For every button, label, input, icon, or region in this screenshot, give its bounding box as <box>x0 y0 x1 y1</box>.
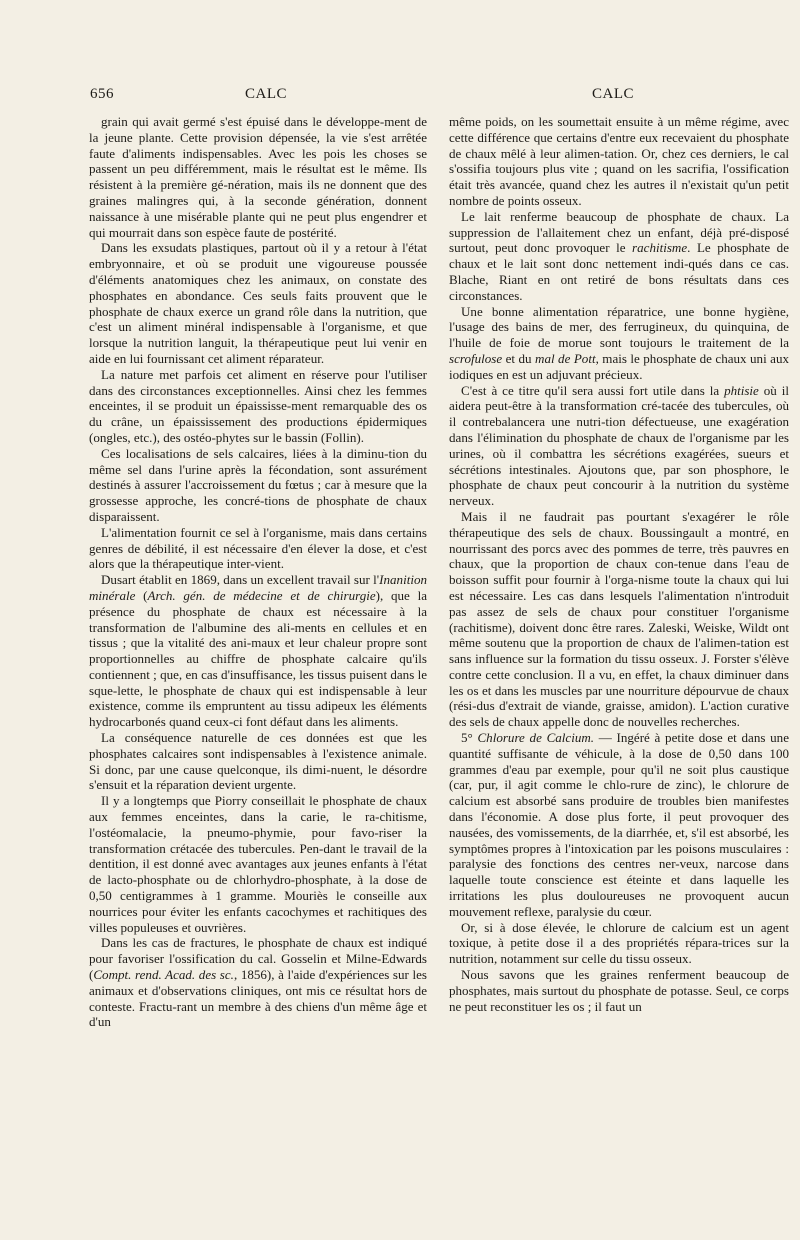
text-run: ), que la présence du phosphate de chaux est nécessaire à la transformation de l'albumine des ali-ments en cellules et en tissus ; que la vitalité des ani-maux et leur chaleur propre sont proportionnelles au chiffre de phosphate calcaire qu'ils contiennent ; que, en cas d'insuffisance, les tissus puisent dans le sque-lette, le phosphate de chaux qui est indispensable à leur existence, comme ils empruntent au tissu adipeux les éléments hydrocarbonés quand ceux-ci font défaut dans les aliments. <box>89 587 428 730</box>
paragraph <box>449 967 789 1014</box>
paragraph <box>89 572 427 730</box>
text-run: , 1856), à l'aide d'expériences sur les animaux et d'observations cliniques, ont mis ce résultat hors de conteste. Fractu-rant un membre à des chiens d'un même âge et d'un <box>89 967 427 1030</box>
paragraph <box>449 920 789 967</box>
italic-text: phtisie <box>724 382 759 398</box>
text-run: 5° <box>461 730 478 746</box>
paragraph <box>449 114 789 209</box>
paragraph <box>449 509 789 730</box>
paragraph <box>449 730 789 920</box>
italic-text: Compt. rend. Acad. des sc. <box>93 967 234 983</box>
paragraph <box>89 240 427 366</box>
text-run: Le lait renferme beaucoup de phosphate de chaux. La suppression de l'allaitement chez un enfant, déjà pré-disposé surtout, peut donc provoquer le <box>449 208 789 256</box>
italic-text: Arch. gén. de médecine et de chirurgie <box>147 587 376 603</box>
italic-text: scrofulose <box>449 350 503 366</box>
paragraph <box>89 730 427 793</box>
paragraph <box>89 446 427 525</box>
left-text-column <box>89 114 427 1030</box>
paragraph <box>449 304 789 383</box>
text-run: — Ingéré à petite dose et dans une quantité suffisante de véhicule, à la dose de 0,50 dans 100 grammes d'eau par exemple, pour qu'il ne soit plus caustique (car, pur, il agit comme le chlo-rure de zinc), le chlorure de calcium est absorbé sans produire de troubles bien manifestes dans l'économie. A dose plus forte, il peut provoquer des nausées, des vomissements, de la diarrhée, et, s'il est absorbé, les symptômes propres à l'intoxication par les poisons musculaires : paralysie des fonctions des centres ner-veux, narcose dans laquelle toute conscience est éteinte et dans laquelle les irritations les plus douloureuses ne provoquent aucun mouvement reflexe, paralysie du cœur. <box>449 730 789 919</box>
text-run: même poids, on les soumettait ensuite à un même régime, avec cette différence que certains d'entre eux recevaient du phosphate de chaux mêlé à leur alimen-tation. Or, chez ces derniers, le cal s'ossifia toujours plus vite ; quand on les sacrifia, l'ossification était très avancée, quand chez les autres il n'existait qu'un petit nombre de points osseux. <box>449 114 789 208</box>
italic-text: rachitisme <box>632 240 688 256</box>
text-run: grain qui avait germé s'est épuisé dans le développe-ment de la jeune plante. Cette provision dépensée, la vie s'est arrêtée faute d'aliments indispensables. Avec les pois les choses se passent un peu différemment, mais le résultat est le même. Ils résistent à la première gé-nération, mais ils ne donnent que des graines malingres qui, à la seconde génération, donnent naissance à une misérable plante qui ne peut plus engendrer et qui mourrait dans son espèce faute de postérité. <box>89 114 427 240</box>
running-head-right: CALC <box>592 86 635 102</box>
running-head-left: CALC <box>245 86 288 102</box>
right-text-column <box>449 114 789 1014</box>
paragraph <box>89 114 427 240</box>
italic-text: Chlorure de Calcium. <box>477 730 595 746</box>
text-run: , mais le phosphate de chaux uni aux iodiques en est un adjuvant précieux. <box>449 350 790 382</box>
text-run: L'alimentation fournit ce sel à l'organisme, mais dans certains genres de débilité, il est nécessaire d'en élever la dose, et c'est alors que la thérapeutique inter-vient. <box>89 524 427 572</box>
page-number: 656 <box>90 86 114 102</box>
text-run: . Le phosphate de chaux et le lait sont donc nettement indi-qués dans ce cas. Blache, Riant en ont retiré de bons résultats dans ces circonstances. <box>449 240 789 303</box>
text-run: La conséquence naturelle de ces données est que les phosphates calcaires sont indispensables à l'existence animale. Si donc, par une cause quelconque, ils dimi-nuent, le désordre s'ensuit et la réparation devient urgente. <box>89 730 427 793</box>
text-run: Nous savons que les graines renferment beaucoup de phosphates, mais surtout du phosphate de potasse. Seul, ce corps ne peut reconstituer les os ; il faut un <box>449 967 789 1014</box>
paragraph <box>89 367 427 446</box>
text-run: Mais il ne faudrait pas pourtant s'exagérer le rôle thérapeutique des sels de chaux. Boussingault a montré, en nourrissant des porcs avec des pommes de terre, très pauvres en chaux, que la proportion de chaux con-tenue dans l'eau de boisson suffit pour fournir à l'orga-nisme toute la chaux qui lui est nécessaire. Les cas dans lesquels l'alimentation n'introduit pas assez de sels de chaux pour constituer l'organisme (rachitisme), doivent donc être rares. Zaleski, Weiske, Wildt ont même soutenu que la proportion de chaux de l'alimen-tation est sans influence sur la formation du tissu osseux. J. Forster s'élève contre cette conclusion. Il a vu, en effet, la chaux diminuer dans les os et dans les muscles par une nourriture dépourvue de chaux (rési-dus d'extrait de viande, graisse, amidon). L'action curative des sels de chaux appelle donc de nouvelles recherches. <box>449 508 789 730</box>
text-run: ( <box>135 587 148 603</box>
text-run: Une bonne alimentation réparatrice, une bonne hygiène, l'usage des bains de mer, des ferrugineux, du quinquina, de l'huile de foie de morue sont toujours le traitement de la <box>449 303 789 351</box>
text-run: La nature met parfois cet aliment en réserve pour l'utiliser dans des circonstances exceptionnelles. Ainsi chez les femmes enceintes, il se produit un épaississe-ment remarquable des os du crâne, un épaississement des productions épidermiques (ongles, etc.), des ostéo-phytes sur le bassin (Follin). <box>89 366 427 445</box>
paragraph <box>89 525 427 572</box>
text-run: Ces localisations de sels calcaires, liées à la diminu-tion du même sel dans l'urine après la fécondation, sont assurément destinés à assurer l'accroissement du fœtus ; car à mesure que la grossesse approche, les concré-tions de phosphate de chaux disparaissent. <box>89 445 427 524</box>
text-run: Dans les exsudats plastiques, partout où il y a retour à l'état embryonnaire, et où se produit une vigoureuse poussée d'éléments anatomiques chez les animaux, on constate des phosphates en abondance. Ces seuls faits prouvent que le phosphate de chaux exerce un grand rôle dans la nutrition, que c'est un aliment minéral indispensable à l'organisme, et que lorsque la nutrition languit, la thérapeutique peut lui venir en aide en lui fournissant cet aliment réparateur. <box>89 240 427 366</box>
paragraph <box>89 935 427 1030</box>
paragraph <box>449 383 789 509</box>
italic-text: mal de Pott <box>535 350 596 366</box>
text-run: Il y a longtemps que Piorry conseillait le phosphate de chaux aux femmes enceintes, dans la carie, le ra-chitisme, l'ostéomalacie, la pneumo-phymie, pour favo-riser la transformation crétacée des tubercules. Pen-dant le travail de la dentition, il est donné avec avantages aux jeunes enfants à l'état de lacto-phosphate ou de chlorhydro-phosphate, à la dose de 0,50 centigrammes à 1 gramme. Mouriès le conseille aux nourrices pour éviter les enfants cacochymes et rachitiques des villes populeuses et ouvrières. <box>89 793 427 935</box>
italic-text: Inanition minérale <box>89 572 427 603</box>
text-run: Dans les cas de fractures, le phosphate de chaux est indiqué pour favoriser l'ossification du cal. Gosselin et Milne-Edwards ( <box>89 935 427 983</box>
text-run: et du <box>502 350 536 366</box>
text-run: C'est à ce titre qu'il sera aussi fort utile dans la <box>461 382 725 398</box>
text-run: Dusart établit en 1869, dans un excellent travail sur l' <box>101 572 380 588</box>
text-run: où il aidera peut-être à la transformation cré-tacée des tubercules, où il contrebalancera une nutri-tion défectueuse, une exagération dans l'élimination du phosphate de chaux de l'organisme par les urines, où il combattra les sécrétions exagérées, sueurs et sécrétions intestinales. Ajoutons que, par son phosphore, le phosphate de chaux peut concourir à la nutrition du système nerveux. <box>449 382 789 509</box>
text-run: Or, si à dose élevée, le chlorure de calcium est un agent toxique, à petite dose il a des propriétés répara-trices sur la nutrition, notamment sur celle du tissu osseux. <box>449 919 789 967</box>
paragraph <box>89 793 427 935</box>
paragraph <box>449 209 789 304</box>
